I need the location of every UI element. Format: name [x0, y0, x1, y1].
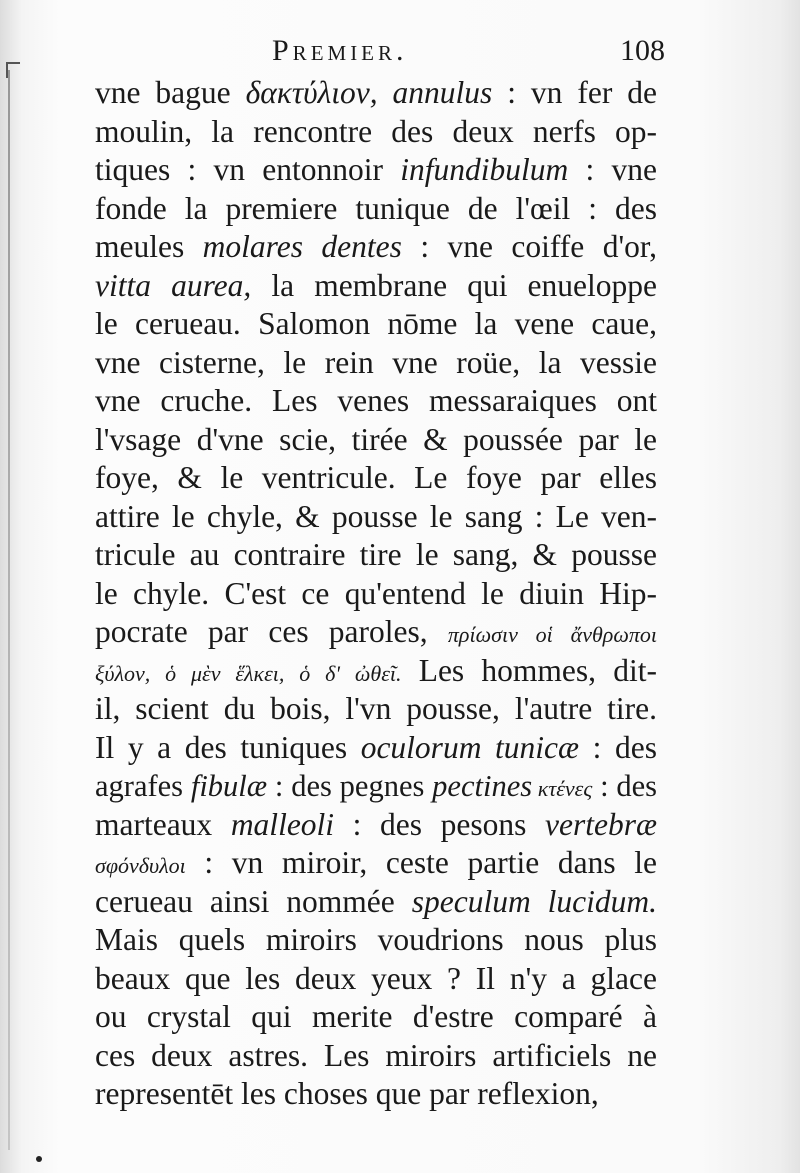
- text-segment: l'vsage d'vne scie, tirée & poussée par le: [95, 421, 657, 457]
- text-line: [95, 960, 657, 999]
- text-segment: : des pesons: [334, 806, 546, 842]
- text-segment: pocrate par ces paroles,: [95, 614, 448, 649]
- text-line: [95, 729, 657, 768]
- text-segment: foye, & le ventricule. Le foye par elles: [95, 460, 657, 495]
- text-line: [95, 1075, 657, 1114]
- text-segment: Il y a des tuniques: [95, 729, 361, 765]
- text-segment: le cerueau. Salomon nōme la vene caue,: [95, 306, 657, 341]
- text-line: [95, 267, 657, 306]
- text-segment: vne cruche. Les venes messaraiques ont: [95, 383, 657, 418]
- greek-text: ξύλον, ὁ μὲν ἕλκει, ὁ δ' ὠθεῖ.: [95, 660, 402, 686]
- text-line: [95, 883, 657, 922]
- text-segment: ces deux astres. Les miroirs artificiels ne: [95, 1037, 657, 1073]
- text-segment: tiques : vn entonnoir: [95, 152, 401, 187]
- greek-text: κτένες: [532, 776, 593, 801]
- gutter-mark: [6, 62, 20, 78]
- text-line: [95, 690, 657, 729]
- text-line: [95, 767, 657, 806]
- text-line: [95, 459, 657, 498]
- text-segment: agrafes: [95, 769, 191, 803]
- latin-italic-text: vitta aurea,: [95, 267, 252, 303]
- text-line: [95, 228, 657, 267]
- text-line: [95, 421, 657, 460]
- latin-italic-text: vertebræ: [545, 806, 657, 842]
- text-segment: : vn fer de: [492, 75, 657, 110]
- text-line: [95, 1037, 657, 1076]
- text-segment: vne cisterne, le rein vne roüe, la vessie: [95, 344, 657, 380]
- latin-italic-text: oculorum tunicæ: [360, 729, 580, 765]
- latin-italic-text: molares dentes: [202, 229, 402, 264]
- text-line: [95, 498, 657, 537]
- text-segment: representēt les choses que par reflexion,: [95, 1076, 599, 1111]
- text-line: [95, 382, 657, 421]
- page-header: [95, 34, 665, 74]
- text-segment: moulin, la rencontre des deux nerfs op-: [95, 113, 657, 149]
- text-line: [95, 921, 657, 960]
- greek-text: σφόνδυλοι: [95, 853, 186, 878]
- text-segment: attire le chyle, & pousse le sang : Le ven-: [95, 498, 657, 534]
- greek-text: πρίωσιν οἱ ἄνθρωποι: [447, 622, 657, 647]
- text-segment: il, scient du bois, l'vn pousse, l'autre tire.: [95, 691, 657, 726]
- text-line: [95, 305, 657, 344]
- latin-italic-text: infundibulum: [400, 152, 569, 187]
- text-segment: : des: [579, 729, 657, 765]
- text-line: [95, 575, 657, 614]
- text-segment: Mais quels miroirs voudrions nous plus: [95, 922, 657, 957]
- text-line: [95, 190, 657, 229]
- text-segment: ou crystal qui merite d'estre comparé à: [95, 999, 657, 1034]
- text-segment: : vn miroir, ceste partie dans le: [185, 845, 657, 880]
- text-segment: fonde la premiere tunique de l'œil : des: [95, 190, 657, 226]
- latin-italic-text: malleoli: [230, 806, 335, 842]
- text-segment: : des pegnes: [267, 769, 433, 803]
- text-segment: beaux que les deux yeux ? Il n'y a glace: [95, 960, 657, 996]
- gutter-shadow: [8, 70, 10, 1150]
- text-segment: : vne coiffe d'or,: [401, 229, 657, 264]
- text-segment: : des: [592, 769, 658, 803]
- text-segment: meules: [95, 229, 203, 264]
- latin-italic-text: speculum lucidum.: [411, 883, 657, 919]
- text-line: [95, 536, 657, 575]
- text-line: [95, 652, 657, 691]
- text-line: [95, 344, 657, 383]
- body-text: [95, 74, 657, 1114]
- text-segment: tricule au contraire tire le sang, & pousse: [95, 537, 657, 572]
- text-segment: cerueau ainsi nommée: [95, 883, 412, 919]
- text-line: [95, 74, 657, 113]
- text-line: [95, 151, 657, 190]
- latin-italic-text: δακτύλιον, annulus: [245, 75, 493, 110]
- text-line: [95, 613, 657, 652]
- text-line: [95, 806, 657, 845]
- page-number: 108: [620, 34, 665, 67]
- latin-italic-text: pectines: [432, 769, 533, 803]
- ink-speck: [36, 1156, 42, 1162]
- text-line: [95, 113, 657, 152]
- latin-italic-text: fibulæ: [190, 769, 268, 803]
- text-segment: Les hommes, dit-: [401, 652, 657, 688]
- text-segment: la membrane qui enueloppe: [251, 267, 657, 303]
- text-segment: marteaux: [95, 806, 231, 842]
- running-head: Premier.: [272, 34, 408, 67]
- text-line: [95, 844, 657, 883]
- text-segment: le chyle. C'est ce qu'entend le diuin Hip-: [95, 575, 657, 611]
- text-line: [95, 998, 657, 1037]
- text-segment: : vne: [568, 152, 657, 187]
- text-segment: vne bague: [95, 75, 246, 110]
